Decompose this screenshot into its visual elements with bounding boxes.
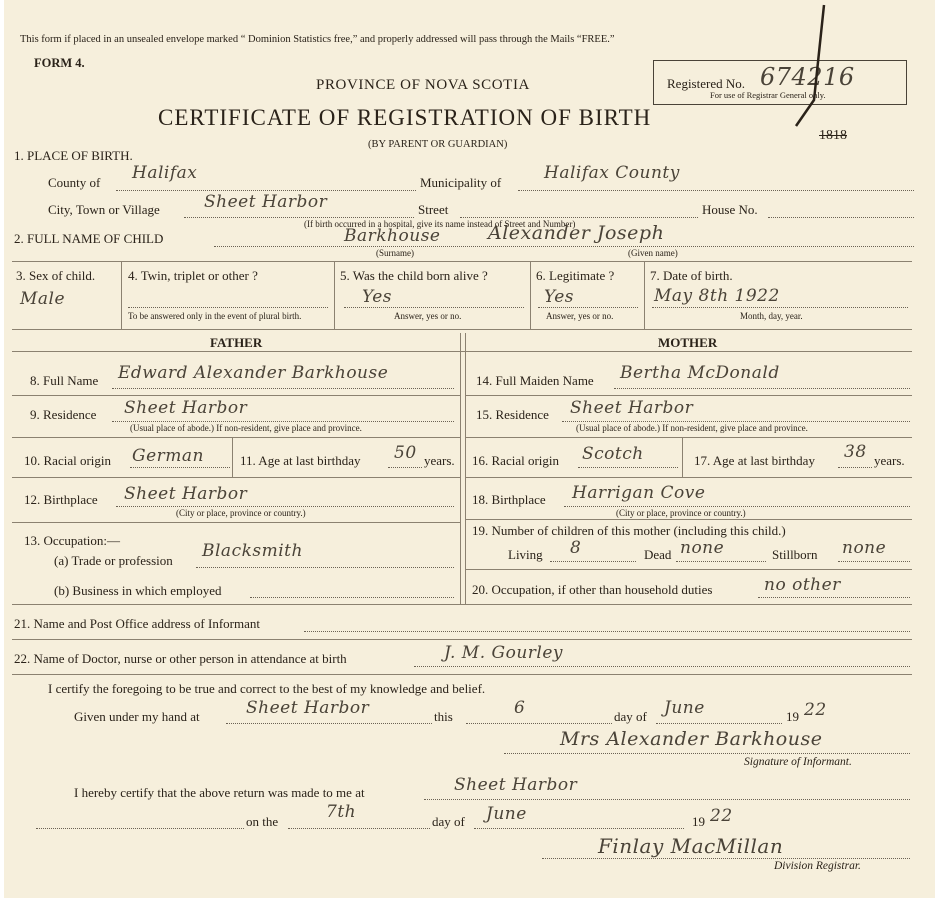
trade-label: (a) Trade or profession [54,553,173,568]
given-place-value: Sheet Harbor [246,698,370,718]
mother-name-line [614,388,910,389]
date-label: 7. Date of birth. [650,268,733,283]
registrar-place-line [424,799,910,800]
informant-label: 21. Name and Post Office address of Informant [14,616,260,631]
row3-top-rule [12,261,912,262]
mother-racial-line [578,467,678,468]
street-line [460,217,698,218]
surname-caption: (Surname) [376,248,414,258]
birth-certificate [4,0,935,898]
legitimate-label: 6. Legitimate ? [536,268,615,283]
mother-rule [466,519,912,520]
mother-residence-line [562,421,910,422]
father-rule [12,437,460,438]
mother-occupation-value: no other [764,575,841,595]
registrar-day-line [288,828,430,829]
father-residence-label: 9. Residence [30,407,97,422]
mother-rule [466,395,912,396]
given-place-line [226,723,432,724]
registrar-day-of-label: day of [432,814,465,829]
parents-divider-right [465,333,466,604]
sex-label: 3. Sex of child. [16,268,96,283]
trade-line [196,567,454,568]
sex-value: Male [20,289,66,309]
parents-heading-rule [12,351,912,352]
document-subtitle: (BY PARENT OR GUARDIAN) [368,139,508,150]
father-name-label: 8. Full Name [30,373,99,388]
county-label: County of [48,175,101,190]
father-name-line [112,388,454,389]
legitimate-line [538,307,638,308]
row3-divider [530,261,531,329]
municipality-label: Municipality of [420,175,502,190]
house-line [768,217,914,218]
registrar-signature-caption: Division Registrar. [774,860,861,872]
doctor-value: J. M. Gourley [444,643,564,663]
mother-birthplace-label: 18. Birthplace [472,492,546,507]
child-name-line [214,246,914,247]
alive-label: 5. Was the child born alive ? [340,268,488,283]
this-label: this [434,709,453,724]
stillborn-line [838,561,910,562]
living-label: Living [508,547,543,562]
county-line [116,190,416,191]
father-age-divider [232,437,233,477]
mother-birthplace-line [564,506,910,507]
child-surname: Barkhouse [344,226,441,246]
father-residence-line [112,421,454,422]
registrar-statement: I hereby certify that the above return was made to me at [74,785,365,800]
given-year-prefix: 19 [786,709,799,724]
living-value: 8 [570,538,582,558]
certify-statement: I certify the foregoing to be true and correct to the best of my knowledge and belief. [48,681,486,696]
living-line [550,561,636,562]
informant-line [304,631,910,632]
twin-label: 4. Twin, triplet or other ? [128,268,258,283]
mother-age-divider [682,437,683,477]
given-month-value: June [664,698,705,718]
mother-residence-note: (Usual place of abode.) If non-resident, give place and province. [576,423,808,433]
mother-occupation-label: 20. Occupation, if other than household duties [472,582,713,597]
alive-value: Yes [362,287,393,307]
father-rule [12,522,460,523]
on-the-label: on the [246,814,279,829]
father-birthplace-note: (City or place, province or country.) [176,508,306,518]
father-age-value: 50 [394,443,417,463]
given-under-label: Given under my hand at [74,709,200,724]
dead-line [676,561,766,562]
children-label: 19. Number of children of this mother (including this child.) [472,523,786,538]
mother-occupation-line [758,597,910,598]
mother-rule [466,569,912,570]
child-given-name: Alexander Joseph [488,222,665,244]
house-label: House No. [702,202,758,217]
given-month-line [656,723,782,724]
province-heading: PROVINCE OF NOVA SCOTIA [316,77,530,93]
given-year-suffix: 22 [804,700,827,720]
city-value: Sheet Harbor [204,192,328,212]
mail-notice: This form if placed in an unsealed envelope marked “ Dominion Statistics free,” and properly addressed will pass through the Mails “FREE.” [20,34,615,45]
father-birthplace-value: Sheet Harbor [124,484,248,504]
twin-line [128,307,328,308]
father-name-value: Edward Alexander Barkhouse [118,363,389,383]
mother-residence-label: 15. Residence [476,407,549,422]
document-title: CERTIFICATE OF REGISTRATION OF BIRTH [158,105,652,130]
business-line [250,597,454,598]
informant-rule [12,639,912,640]
parents-divider-left [460,333,461,604]
informant-signature: Mrs Alexander Barkhouse [560,728,823,750]
father-racial-label: 10. Racial origin [24,453,112,468]
alive-note: Answer, yes or no. [394,311,462,321]
child-name-section: 2. FULL NAME OF CHILD [14,231,164,246]
registrar-place-value: Sheet Harbor [454,775,578,795]
registrar-signature-line [542,858,910,859]
father-age-line [388,467,422,468]
city-label: City, Town or Village [48,202,160,217]
mother-birthplace-value: Harrigan Cove [572,483,706,503]
given-caption: (Given name) [628,248,678,258]
mother-name-label: 14. Full Maiden Name [476,373,594,388]
father-racial-line [130,467,230,468]
stillborn-label: Stillborn [772,547,818,562]
trade-value: Blacksmith [202,541,303,561]
parents-bottom-rule [12,604,912,605]
municipality-line [518,190,914,191]
registrar-year-suffix: 22 [710,806,733,826]
date-line [652,307,908,308]
registered-label: Registered No. [667,76,745,91]
mother-birthplace-note: (City or place, province or country.) [616,508,746,518]
father-racial-value: German [132,446,204,466]
mother-rule [466,477,912,478]
given-day-value: 6 [514,698,526,718]
doctor-line [414,666,910,667]
mother-name-value: Bertha McDonald [620,363,780,383]
form-number: FORM 4. [34,56,85,70]
legitimate-value: Yes [544,287,575,307]
mother-years-label: years. [874,453,905,468]
municipality-value: Halifax County [544,163,680,183]
twin-note: To be answered only in the event of plural birth. [128,311,302,321]
mother-heading: MOTHER [658,335,718,350]
father-age-label: 11. Age at last birthday [240,453,361,468]
day-of-label: day of [614,709,647,724]
dead-value: none [680,538,725,558]
father-residence-note: (Usual place of abode.) If non-resident, give place and province. [130,423,362,433]
legitimate-note: Answer, yes or no. [546,311,614,321]
registrar-month-line [474,828,684,829]
mother-age-line [838,467,872,468]
row3-divider [121,261,122,329]
doctor-rule [12,674,912,675]
informant-signature-caption: Signature of Informant. [744,756,852,768]
father-rule [12,477,460,478]
check-mark-icon [784,0,834,140]
city-line [184,217,414,218]
registrar-month-value: June [486,804,527,824]
father-birthplace-label: 12. Birthplace [24,492,98,507]
mother-residence-value: Sheet Harbor [570,398,694,418]
father-occupation-label: 13. Occupation:— [24,533,121,548]
father-years-label: years. [424,453,455,468]
registrar-signature: Finlay MacMillan [598,834,784,858]
father-rule [12,395,460,396]
registrar-use-note: For use of Registrar General only. [710,90,826,100]
mother-age-value: 38 [844,442,867,462]
mother-rule [466,437,912,438]
alive-line [344,307,524,308]
mother-racial-value: Scotch [582,444,644,464]
mother-racial-label: 16. Racial origin [472,453,560,468]
county-value: Halifax [132,163,198,183]
father-heading: FATHER [210,335,263,350]
registrar-day-value: 7th [326,802,357,822]
registrar-lead-line [36,828,244,829]
street-label: Street [418,202,449,217]
row3-divider [334,261,335,329]
mother-age-label: 17. Age at last birthday [694,453,815,468]
registrar-year-prefix: 19 [692,814,705,829]
date-note: Month, day, year. [740,311,803,321]
date-value: May 8th 1922 [654,286,780,306]
row3-divider [644,261,645,329]
father-birthplace-line [116,506,454,507]
stillborn-value: none [842,538,887,558]
dead-label: Dead [644,547,672,562]
registered-number: 674216 [760,63,855,91]
row3-bottom-rule [12,329,912,330]
hospital-note: (If birth occurred in a hospital, give its name instead of Street and Number) [304,219,576,229]
doctor-label: 22. Name of Doctor, nurse or other person in attendance at birth [14,651,347,666]
struck-number: 1818 [819,128,847,143]
father-residence-value: Sheet Harbor [124,398,248,418]
place-of-birth-section: 1. PLACE OF BIRTH. [14,148,133,163]
business-label: (b) Business in which employed [54,583,222,598]
given-day-line [466,723,612,724]
informant-signature-line [504,753,910,754]
